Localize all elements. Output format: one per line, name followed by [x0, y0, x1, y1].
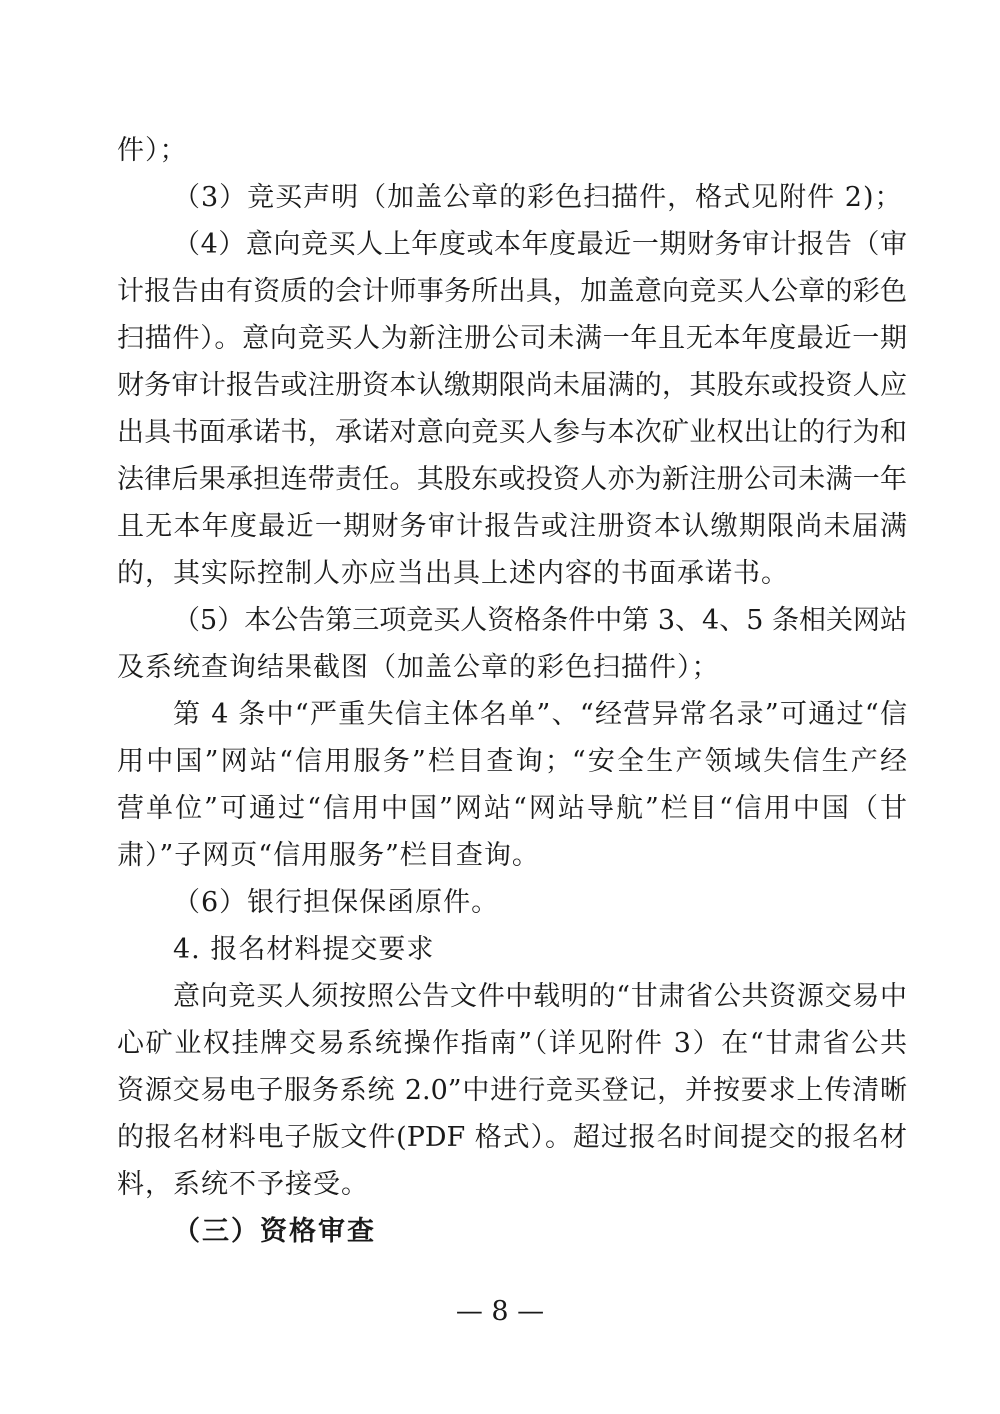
text-line: 及系统查询结果截图（加盖公章的彩色扫描件）；	[117, 652, 720, 683]
text-line: 且无本年度最近一期财务审计报告或注册资本认缴期限尚未届满	[117, 511, 907, 542]
page-number: — 8 —	[455, 1296, 545, 1327]
text-line: 法律后果承担连带责任。其股东或投资人亦为新注册公司未满一年	[117, 464, 907, 495]
text-line: 意向竞买人须按照公告文件中载明的“甘肃省公共资源交易中	[173, 981, 907, 1012]
text-line: 计报告由有资质的会计师事务所出具，加盖意向竞买人公章的彩色	[117, 276, 907, 307]
text-line: 料，系统不予接受。	[117, 1169, 369, 1200]
text-line: 财务审计报告或注册资本认缴期限尚未届满的，其股东或投资人应	[117, 370, 907, 401]
section-heading: 4. 报名材料提交要求	[173, 934, 435, 965]
text-line: 营单位”可通过“信用中国”网站“网站导航”栏目“信用中国（甘	[117, 793, 907, 824]
text-line: （5）本公告第三项竞买人资格条件中第 3、4、5 条相关网站	[173, 605, 907, 636]
text-line: （6）银行担保保函原件。	[173, 887, 500, 918]
text-line: （3）竞买声明（加盖公章的彩色扫描件，格式见附件 2)；	[173, 182, 903, 213]
text-line: 的报名材料电子版文件(PDF 格式）。超过报名时间提交的报名材	[117, 1122, 907, 1153]
text-line: 的，其实际控制人亦应当出具上述内容的书面承诺书。	[117, 558, 789, 589]
text-line: 件）；	[117, 135, 188, 166]
text-line: （4）意向竞买人上年度或本年度最近一期财务审计报告（审	[173, 229, 907, 260]
text-line: 出具书面承诺书，承诺对意向竞买人参与本次矿业权出让的行为和	[117, 417, 907, 448]
text-line: 肃）”子网页“信用服务”栏目查询。	[117, 840, 540, 871]
text-line: 第 4 条中“严重失信主体名单”、“经营异常名录”可通过“信	[173, 699, 907, 730]
text-line: 扫描件）。意向竞买人为新注册公司未满一年且无本年度最近一期	[117, 323, 907, 354]
section-heading: （三）资格审查	[173, 1216, 376, 1247]
text-line: 心矿业权挂牌交易系统操作指南”（详见附件 3）在“甘肃省公共	[117, 1028, 907, 1059]
text-line: 用中国”网站“信用服务”栏目查询；“安全生产领域失信生产经	[117, 746, 907, 777]
text-line: 资源交易电子服务系统 2.0”中进行竞买登记，并按要求上传清晰	[117, 1075, 907, 1106]
